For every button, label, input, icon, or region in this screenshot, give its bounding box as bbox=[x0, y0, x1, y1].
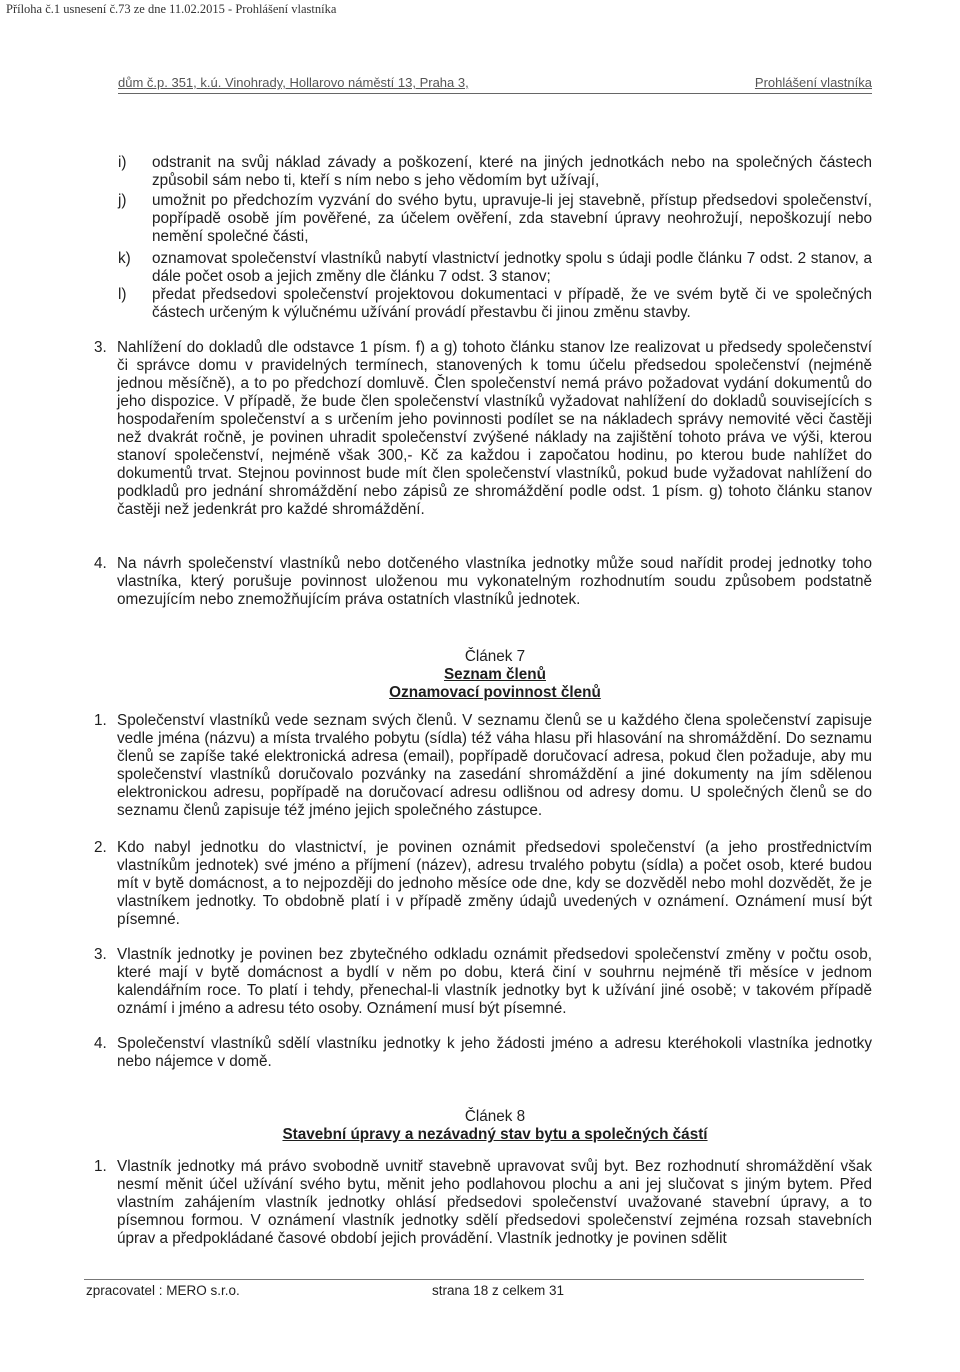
paragraph-number: 4. bbox=[94, 555, 107, 572]
paragraph-number: 3. bbox=[94, 339, 107, 356]
paragraph-text: Kdo nabyl jednotku do vlastnictví, je povinen oznámit předsedovi společenství (a jeho prostřednictvím vlastníkům jednotek) své jméno a příjmení (název), adresu trvalého pobytu (sídla) a počet osob, které budou mít v bytě domácnost, a to nejpozději do jednoho měsíce ode dne, kdy se dozvěděl nebo mohl dozvědět, že je vlastníkem jednotky. To obdobně platí i v případě změny údajů uvedených v oznámení. Oznámení musí být písemné. bbox=[117, 839, 872, 928]
paragraph-text: Společenství vlastníků sdělí vlastníku jednotky k jeho žádosti jméno a adresu kteréhokoli vlastníka jednotky nebo nájemce v domě. bbox=[117, 1035, 872, 1070]
article-title: Stavební úpravy a nezávadný stav bytu a společných částí bbox=[282, 1126, 708, 1143]
header-address: dům č.p. 351, k.ú. Vinohrady, Hollarovo náměstí 13, Praha 3, bbox=[118, 75, 469, 90]
paragraph-text: Nahlížení do dokladů dle odstavce 1 písm. f) a g) tohoto článku stanov lze realizovat u předsedy společenství či správce domu v pravidelných termínech, stanovených k tomu účelu předsedou společenství (nejméně jednou měsíčně), a to po předchozí domluvě. Člen společenství nemá právo požadovat vydání dokumentů do jeho dispozice. V případě, že bude člen společenství vlastníků vyžadovat nahlížení do dokladů souvisejících s hospodařením společenství a s určením jeho povinnosti podílet se na nákladech správy nemovité věci častěji než dvakrát ročně, je povinen uhradit společenství zvýšené náklady na zajištění tohoto práva ve výši, kterou stanoví společenství, nejméně však 300,- Kč za každou i započatou hodinu, po kterou bude nahlížet do dokumentů trvat. Stejnou povinnost bude mít člen společenství vlastníků, pokud bude vyžadovat nahlížení do podkladů pro jednání shromáždění nebo zápisů ze shromáždění podle odst. 1 písm. g) tohoto článku stanov častěji než jedenkrát pro každé shromáždění. bbox=[117, 339, 872, 518]
header-rule bbox=[118, 93, 872, 94]
paragraph-number: 4. bbox=[94, 1035, 107, 1052]
sub-item-text: odstranit na svůj náklad závady a poškození, které na jiných jednotkách nebo na společných částech způsobil sám nebo ti, kteří s ním nebo s jeho vědomím byt užívají, bbox=[152, 154, 872, 189]
sub-item-text: předat předsedovi společenství projektovou dokumentaci v případě, že ve svém bytě či ve společných částech určeným k výlučnému užívání provádí přestavbu či jinou změnu stavby. bbox=[152, 286, 872, 321]
footer-rule bbox=[84, 1279, 864, 1280]
article-number: Článek 8 bbox=[464, 1108, 526, 1125]
paragraph-number: 2. bbox=[94, 839, 107, 856]
sub-item-text: umožnit po předchozím vyzvání do svého bytu, upravuje-li jej stavebně, přístup předsedovi společenství, popřípadě osobě jím pověřené, za účelem ověření, zda stavební úpravy neohrožují, nepoškozují nebo nemění společné části, bbox=[152, 192, 872, 245]
paragraph-number: 3. bbox=[94, 946, 107, 963]
page-annotation: Příloha č.1 usnesení č.73 ze dne 11.02.2015 - Prohlášení vlastníka bbox=[6, 2, 337, 16]
sub-item-label: j) bbox=[118, 192, 127, 209]
article-number: Článek 7 bbox=[464, 648, 526, 665]
sub-item-label: l) bbox=[118, 286, 127, 303]
paragraph-number: 1. bbox=[94, 1158, 107, 1175]
article-title: Seznam členů bbox=[443, 666, 546, 683]
paragraph-text: Společenství vlastníků vede seznam svých členů. V seznamu členů se u každého člena společenství zapisuje vedle jména (názvu) a místa trvalého pobytu (sídla) též váha hlasu při hlasování na shromáždění. Do seznamu členů se zapíše také elektronická adresa (email), popřípadě doručovací adresa, pokud člen požaduje, aby mu společenství vlastníků doručovalo pozvánky na zasedání shromáždění a jiné dokumenty na jím sdělenou elektronickou adresu, popřípadě na doručovací adresu odlišnou od adresy domu. U společných členů se do seznamu členů zapisuje též jméno jejich společného zástupce. bbox=[117, 712, 872, 819]
header-doc-title: Prohlášení vlastníka bbox=[754, 75, 872, 90]
article-subtitle: Oznamovací povinnost členů bbox=[389, 684, 601, 701]
paragraph-number: 1. bbox=[94, 712, 107, 729]
paragraph-text: Vlastník jednotky má právo svobodně uvnitř stavebně upravovat svůj byt. Bez rozhodnutí shromáždění však nesmí měnit účel užívání svého bytu, měnit jeho podlahovou plochu a ani jej slučovat s jiným bytem. Před vlastním zahájením vlastník jednotky ohlásí předsedovi společenství uvažované stavební úpravy, a to písemnou formou. V oznámení vlastník jednotky sdělí předsedovi společenství zejména rozsah stavebních úprav a předpokládané časové období jejich provádění. Vlastník jednotky je povinen sdělit bbox=[117, 1158, 872, 1247]
paragraph-text: Na návrh společenství vlastníků nebo dotčeného vlastníka jednotky může soud nařídit prodej jednotky toho vlastníka, který porušuje povinnost uloženou mu vykonatelným rozhodnutím soudu způsobem podstatně omezujícím nebo znemožňujícím práva ostatních vlastníků jednotek. bbox=[117, 555, 872, 608]
paragraph-text: Vlastník jednotky je povinen bez zbytečného odkladu oznámit předsedovi společenství změny v počtu osob, které mají v bytě domácnost a bydlí v něm po dobu, která činí v souhrnu nejméně tři měsíce v jednom kalendářním roce. To platí i tehdy, přenechal-li vlastník jednotky byt k užívání jiné osobě; v takovém případě oznámí i jméno a adresu této osoby. Oznámení musí být písemné. bbox=[117, 946, 872, 1017]
sub-item-label: k) bbox=[118, 250, 131, 267]
footer-page-number: strana 18 z celkem 31 bbox=[432, 1283, 565, 1298]
footer-author: zpracovatel : MERO s.r.o. bbox=[86, 1283, 240, 1298]
sub-item-text: oznamovat společenství vlastníků nabytí vlastnictví jednotky spolu s údaji podle článku 7 odst. 2 stanov, a dále počet osob a jejich změny dle článku 7 odst. 3 stanov; bbox=[152, 250, 872, 285]
sub-item-label: i) bbox=[118, 154, 127, 171]
